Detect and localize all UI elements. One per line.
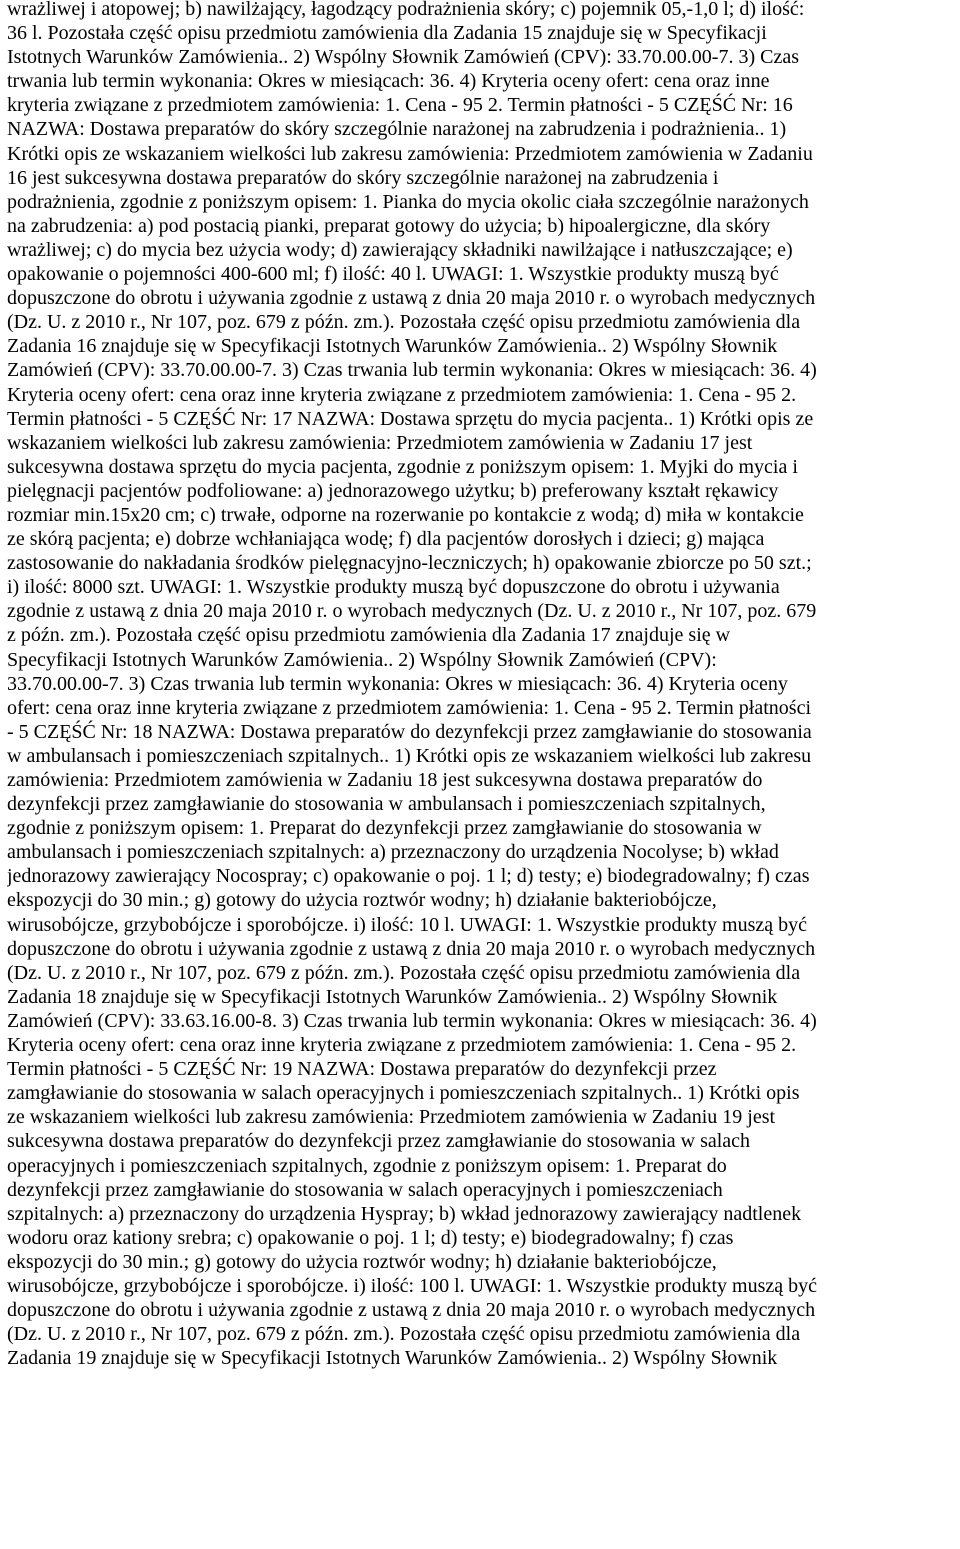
text-line: Termin płatności - 5 CZĘŚĆ Nr: 17 NAZWA: Dostawa sprzętu do mycia pacjenta.. 1) Krótki opis ze xyxy=(7,407,814,430)
text-line: zamówienia: Przedmiotem zamówienia w Zadaniu 18 jest sukcesywna dostawa preparatów do xyxy=(7,769,763,791)
text-line: rozmiar min.15x20 cm; c) trwałe, odporne na rozerwanie po kontakcie z wodą; d) miła w kontakcie xyxy=(7,503,804,526)
text-line: Zamówień (CPV): 33.63.16.00-8. 3) Czas trwania lub termin wykonania: Okres w miesiącach: 36. 4) xyxy=(7,1009,817,1032)
text-line: Specyfikacji Istotnych Warunków Zamówienia.. 2) Wspólny Słownik Zamówień (CPV): xyxy=(7,648,717,671)
text-line: opakowanie o pojemności 400-600 ml; f) ilość: 40 l. UWAGI: 1. Wszystkie produkty muszą być xyxy=(7,263,779,286)
text-line: sukcesywna dostawa preparatów do dezynfekcji przez zamgławianie do stosowania w salach xyxy=(7,1130,751,1153)
text-line: z późn. zm.). Pozostała część opisu przedmiotu zamówienia dla Zadania 17 znajduje się w xyxy=(7,624,731,647)
text-line: (Dz. U. z 2010 r., Nr 107, poz. 679 z późn. zm.). Pozostała część opisu przedmiotu zamówienia dla xyxy=(7,1323,801,1346)
text-line: dopuszczone do obrotu i używania zgodnie z ustawą z dnia 20 maja 2010 r. o wyrobach medycznych xyxy=(7,1299,816,1322)
text-line: zamgławianie do stosowania w salach operacyjnych i pomieszczeniach szpitalnych.. 1) Krótki opis xyxy=(7,1082,800,1105)
text-line: ze wskazaniem wielkości lub zakresu zamówienia: Przedmiotem zamówienia w Zadaniu 19 jest xyxy=(7,1106,776,1129)
text-line: sukcesywna dostawa sprzętu do mycia pacjenta, zgodnie z poniższym opisem: 1. Myjki do mycia i xyxy=(7,455,798,478)
text-line: wskazaniem wielkości lub zakresu zamówienia: Przedmiotem zamówienia w Zadaniu 17 jest xyxy=(7,431,753,454)
text-line: 33.70.00.00-7. 3) Czas trwania lub termin wykonania: Okres w miesiącach: 36. 4) Kryteria oceny xyxy=(7,672,788,695)
text-line: wirusobójcze, grzybobójcze i sporobójcze. i) ilość: 100 l. UWAGI: 1. Wszystkie produkty muszą być xyxy=(7,1274,817,1297)
text-line: ze skórą pacjenta; e) dobrze wchłaniająca wodę; f) dla pacjentów dorosłych i dzieci; g) mająca xyxy=(7,528,765,551)
text-line: dezynfekcji przez zamgławianie do stosowania w ambulansach i pomieszczeniach szpitalnych, xyxy=(7,793,766,816)
text-line: Zamówień (CPV): 33.70.00.00-7. 3) Czas trwania lub termin wykonania: Okres w miesiącach: 36. 4) xyxy=(7,359,817,382)
text-line: (Dz. U. z 2010 r., Nr 107, poz. 679 z późn. zm.). Pozostała część opisu przedmiotu zamówienia dla xyxy=(7,961,801,984)
text-line: (Dz. U. z 2010 r., Nr 107, poz. 679 z późn. zm.). Pozostała część opisu przedmiotu zamówienia dla xyxy=(7,311,801,334)
text-line: ambulansach i pomieszczeniach szpitalnych: a) przeznaczony do urządzenia Nocolyse; b) wkład xyxy=(7,841,779,864)
text-line: Zadania 16 znajduje się w Specyfikacji Istotnych Warunków Zamówienia.. 2) Wspólny Słownik xyxy=(7,335,778,358)
text-line: Istotnych Warunków Zamówienia.. 2) Wspólny Słownik Zamówień (CPV): 33.70.00.00-7. 3) Czas xyxy=(7,46,799,69)
text-line: wodoru oraz kationy srebra; c) opakowanie o poj. 1 l; d) testy; e) biodegradowalny; f) czas xyxy=(7,1226,734,1249)
text-line: zgodnie z poniższym opisem: 1. Preparat do dezynfekcji przez zamgławianie do stosowania w xyxy=(7,817,762,840)
text-line: ekspozycji do 30 min.; g) gotowy do użycia roztwór wodny; h) działanie bakteriobójcze, xyxy=(7,889,717,912)
text-line: ekspozycji do 30 min.; g) gotowy do użycia roztwór wodny; h) działanie bakteriobójcze, xyxy=(7,1250,717,1273)
text-line: pielęgnacji pacjentów podfoliowane: a) jednorazowego użytku; b) preferowany kształt rękawicy xyxy=(7,479,779,502)
text-line: trwania lub termin wykonania: Okres w miesiącach: 36. 4) Kryteria oceny ofert: cena oraz inne xyxy=(7,70,770,93)
text-line: dezynfekcji przez zamgławianie do stosowania w salach operacyjnych i pomieszczeniach xyxy=(7,1178,723,1201)
text-line: zgodnie z ustawą z dnia 20 maja 2010 r. o wyrobach medycznych (Dz. U. z 2010 r., Nr 107, poz. 679 xyxy=(7,600,817,623)
text-line: Kryteria oceny ofert: cena oraz inne kryteria związane z przedmiotem zamówienia: 1. Cena - 95 2. xyxy=(7,383,797,406)
text-line: wrażliwej i atopowej; b) nawilżający, łagodzący podrażnienia skóry; c) pojemnik 05,-1,0 l; d) ilość: xyxy=(7,0,805,20)
text-line: Zadania 19 znajduje się w Specyfikacji Istotnych Warunków Zamówienia.. 2) Wspólny Słownik xyxy=(7,1347,778,1370)
text-line: ofert: cena oraz inne kryteria związane z przedmiotem zamówienia: 1. Cena - 95 2. Termin płatności xyxy=(7,696,812,719)
document-body xyxy=(7,0,955,1370)
text-line: zastosowanie do nakładania środków pielęgnacyjno-leczniczych; h) opakowanie zbiorcze po 50 szt.; xyxy=(7,552,812,575)
text-line: na zabrudzenia: a) pod postacią pianki, preparat gotowy do użycia; b) hipoalergiczne, dla skóry xyxy=(7,214,771,237)
text-line: w ambulansach i pomieszczeniach szpitalnych.. 1) Krótki opis ze wskazaniem wielkości lub zakresu xyxy=(7,744,812,767)
text-line: wirusobójcze, grzybobójcze i sporobójcze. i) ilość: 10 l. UWAGI: 1. Wszystkie produkty muszą być xyxy=(7,913,807,936)
text-line: i) ilość: 8000 szt. UWAGI: 1. Wszystkie produkty muszą być dopuszczone do obrotu i używania xyxy=(7,576,780,599)
text-line: podrażnienia, zgodnie z poniższym opisem: 1. Pianka do mycia okolic ciała szczególnie narażonych xyxy=(7,190,809,213)
text-line: Krótki opis ze wskazaniem wielkości lub zakresu zamówienia: Przedmiotem zamówienia w Zadaniu xyxy=(7,142,813,165)
text-line: 36 l. Pozostała część opisu przedmiotu zamówienia dla Zadania 15 znajduje się w Specyfikacji xyxy=(7,22,767,45)
text-line: Zadania 18 znajduje się w Specyfikacji Istotnych Warunków Zamówienia.. 2) Wspólny Słownik xyxy=(7,985,778,1008)
text-line: dopuszczone do obrotu i używania zgodnie z ustawą z dnia 20 maja 2010 r. o wyrobach medycznych xyxy=(7,287,816,310)
text-line: kryteria związane z przedmiotem zamówienia: 1. Cena - 95 2. Termin płatności - 5 CZĘŚĆ Nr: 16 xyxy=(7,94,793,117)
text-line: dopuszczone do obrotu i używania zgodnie z ustawą z dnia 20 maja 2010 r. o wyrobach medycznych xyxy=(7,937,816,960)
text-line: - 5 CZĘŚĆ Nr: 18 NAZWA: Dostawa preparatów do dezynfekcji przez zamgławianie do stosowania xyxy=(7,720,812,743)
text-line: Termin płatności - 5 CZĘŚĆ Nr: 19 NAZWA: Dostawa preparatów do dezynfekcji przez xyxy=(7,1058,717,1081)
text-line: jednorazowy zawierający Nocospray; c) opakowanie o poj. 1 l; d) testy; e) biodegradowalny; f) czas xyxy=(7,865,810,888)
text-line: Kryteria oceny ofert: cena oraz inne kryteria związane z przedmiotem zamówienia: 1. Cena - 95 2. xyxy=(7,1034,797,1057)
text-line: operacyjnych i pomieszczeniach szpitalnych, zgodnie z poniższym opisem: 1. Preparat do xyxy=(7,1154,727,1177)
text-line: 16 jest sukcesywna dostawa preparatów do skóry szczególnie narażonej na zabrudzenia i xyxy=(7,166,719,189)
text-line: szpitalnych: a) przeznaczony do urządzenia Hyspray; b) wkład jednorazowy zawierający nadtlenek xyxy=(7,1202,802,1225)
text-line: wrażliwej; c) do mycia bez użycia wody; d) zawierający składniki nawilżające i natłuszczające; e) xyxy=(7,238,793,261)
text-line: NAZWA: Dostawa preparatów do skóry szczególnie narażonej na zabrudzenia i podrażnienia.. 1) xyxy=(7,118,787,141)
